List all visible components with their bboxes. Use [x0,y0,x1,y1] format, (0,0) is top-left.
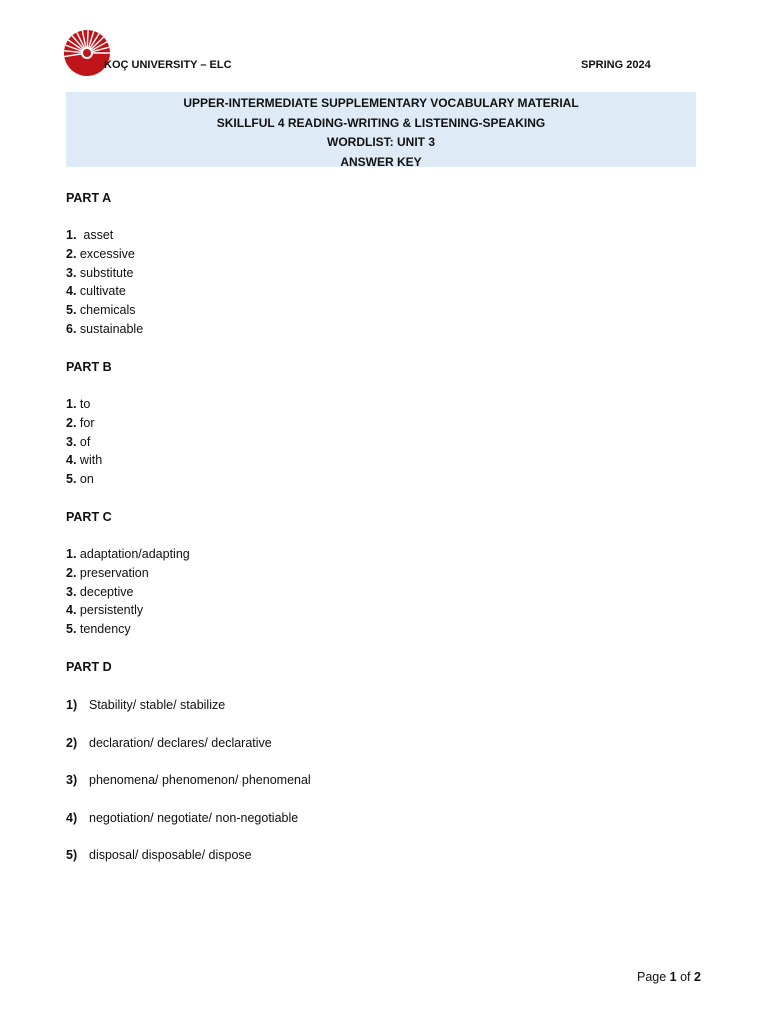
part-d-list [66,696,311,884]
title-line-1: UPPER-INTERMEDIATE SUPPLEMENTARY VOCABULARY MATERIAL [183,96,579,110]
list-item [66,696,311,734]
item-answer: phenomena/ phenomenon/ phenomenal [89,773,311,788]
item-answer: for [76,415,95,430]
item-number: 5. [66,622,77,637]
part-a-heading: PART A [66,191,112,205]
term-label: SPRING 2024 [581,59,651,71]
part-c-list [66,545,190,639]
part-b-heading: PART B [66,360,112,374]
page-current: 1 [669,970,677,984]
list-item [66,282,143,301]
item-answer: disposal/ disposable/ dispose [89,848,252,863]
list-item [66,301,143,320]
item-answer: tendency [76,622,131,637]
list-item [66,395,102,414]
item-number: 1. [66,547,77,561]
list-item [66,414,102,433]
item-answer: chemicals [76,303,136,318]
item-answer: with [76,453,103,468]
item-answer: excessive [76,246,135,261]
item-number: 3) [66,773,78,788]
title-line-4: ANSWER KEY [340,154,422,169]
part-b-list [66,395,102,489]
item-number: 4) [66,810,78,825]
part-d-heading: PART D [66,660,112,674]
item-answer: adaptation/adapting [76,547,190,561]
item-number: 6. [66,321,77,336]
list-item [66,771,311,809]
list-item [66,433,102,452]
page-number [637,970,701,984]
item-number: 1. [66,228,77,242]
item-number: 1) [66,698,78,712]
item-number: 5) [66,848,78,863]
list-item [66,264,143,283]
item-answer: of [76,434,91,449]
list-item [66,320,143,339]
title-line-2: SKILLFUL 4 READING-WRITING & LISTENING-SPEAKING [216,115,546,130]
part-a-list [66,226,143,339]
item-answer: declaration/ declares/ declarative [89,735,272,750]
item-number: 2. [66,246,77,261]
title-box [66,92,696,167]
list-item [66,846,311,884]
item-answer: negotiation/ negotiate/ non-negotiable [89,810,299,825]
list-item [66,564,190,583]
item-answer: preservation [76,565,149,580]
item-number: 4. [66,284,77,299]
list-item [66,451,102,470]
item-number: 3. [66,265,77,280]
logo-hub-inner [83,49,91,57]
item-answer: asset [76,228,114,242]
item-number: 3. [66,584,77,599]
logo-ray [87,30,88,49]
item-answer: Stability/ stable/ stabilize [89,698,226,712]
item-answer: deceptive [76,584,134,599]
item-answer: to [76,397,91,411]
list-item [66,809,311,847]
list-item [66,470,102,489]
item-answer: persistently [76,603,144,618]
list-item [66,545,190,564]
list-item [66,226,143,245]
list-item [66,601,190,620]
page-of: of [676,970,694,984]
list-item [66,734,311,772]
item-number: 5. [66,303,77,318]
item-answer: sustainable [76,321,144,336]
list-item [66,245,143,264]
item-number: 3. [66,434,77,449]
title-line-3: WORDLIST: UNIT 3 [327,135,435,149]
list-item [66,620,190,639]
item-number: 2. [66,415,77,430]
item-answer: cultivate [76,284,126,299]
item-answer: substitute [76,265,134,280]
list-item [66,583,190,602]
part-c-heading: PART C [66,510,112,524]
item-number: 5. [66,472,77,487]
page-prefix: Page [637,970,670,984]
item-number: 1. [66,397,77,411]
page-total: 2 [694,970,701,984]
item-number: 4. [66,453,77,468]
item-number: 2) [66,735,78,750]
item-number: 2. [66,565,77,580]
institution-name: KOÇ UNIVERSITY – ELC [104,59,232,71]
item-answer: on [76,472,94,487]
item-number: 4. [66,603,77,618]
